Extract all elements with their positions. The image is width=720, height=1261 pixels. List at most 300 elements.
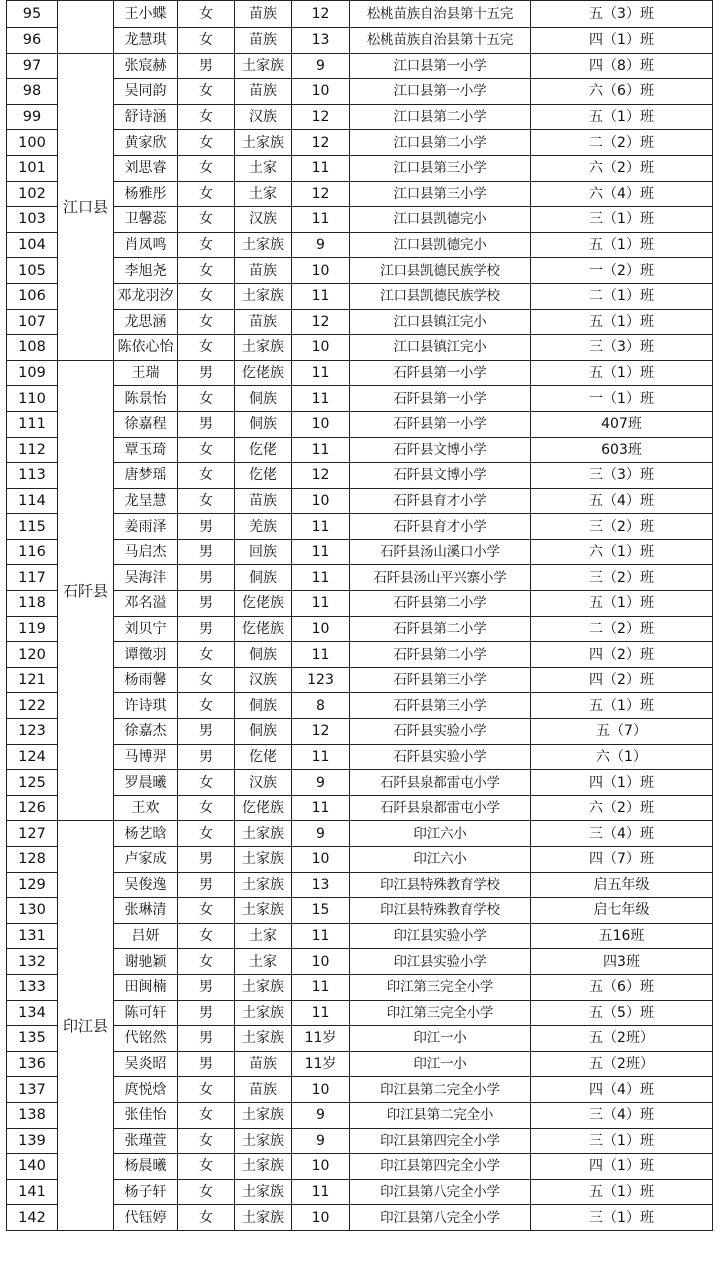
gender-cell: 女 xyxy=(178,207,235,233)
class-cell: 六（2）班 xyxy=(531,155,713,181)
row-number-cell: 99 xyxy=(7,104,58,130)
age-cell: 10 xyxy=(292,79,350,105)
ethnicity-cell: 仡佬族 xyxy=(235,795,292,821)
gender-cell: 女 xyxy=(178,386,235,412)
school-cell: 印江第三完全小学 xyxy=(350,974,531,1000)
age-cell: 11岁 xyxy=(292,1026,350,1052)
ethnicity-cell: 侗族 xyxy=(235,719,292,745)
age-cell: 10 xyxy=(292,616,350,642)
student-name-cell: 杨雅彤 xyxy=(114,181,178,207)
age-cell: 12 xyxy=(292,719,350,745)
class-cell: 五（7） xyxy=(531,719,713,745)
row-number-cell: 109 xyxy=(7,360,58,386)
student-name-cell: 黄家欣 xyxy=(114,130,178,156)
class-cell: 三（3）班 xyxy=(531,463,713,489)
row-number-cell: 127 xyxy=(7,821,58,847)
age-cell: 123 xyxy=(292,667,350,693)
age-cell: 11 xyxy=(292,207,350,233)
ethnicity-cell: 侗族 xyxy=(235,693,292,719)
row-number-cell: 115 xyxy=(7,514,58,540)
school-cell: 石阡县第二小学 xyxy=(350,642,531,668)
ethnicity-cell: 土家族 xyxy=(235,1026,292,1052)
student-name-cell: 张琳清 xyxy=(114,898,178,924)
row-number-cell: 130 xyxy=(7,898,58,924)
row-number-cell: 129 xyxy=(7,872,58,898)
age-cell: 10 xyxy=(292,335,350,361)
student-name-cell: 吴同韵 xyxy=(114,79,178,105)
school-cell: 印江一小 xyxy=(350,1051,531,1077)
row-number-cell: 133 xyxy=(7,974,58,1000)
gender-cell: 男 xyxy=(178,514,235,540)
ethnicity-cell: 侗族 xyxy=(235,642,292,668)
student-name-cell: 许诗琪 xyxy=(114,693,178,719)
student-name-cell: 杨艺晗 xyxy=(114,821,178,847)
ethnicity-cell: 土家族 xyxy=(235,335,292,361)
age-cell: 12 xyxy=(292,181,350,207)
class-cell: 四（1）班 xyxy=(531,1154,713,1180)
class-cell: 一（2）班 xyxy=(531,258,713,284)
class-cell: 四（1）班 xyxy=(531,28,713,54)
school-cell: 江口县镇江完小 xyxy=(350,309,531,335)
gender-cell: 男 xyxy=(178,1051,235,1077)
row-number-cell: 100 xyxy=(7,130,58,156)
age-cell: 11 xyxy=(292,1179,350,1205)
age-cell: 11 xyxy=(292,795,350,821)
school-cell: 石阡县第三小学 xyxy=(350,667,531,693)
gender-cell: 女 xyxy=(178,693,235,719)
student-name-cell: 马博羿 xyxy=(114,744,178,770)
ethnicity-cell: 苗族 xyxy=(235,1077,292,1103)
ethnicity-cell: 侗族 xyxy=(235,565,292,591)
row-number-cell: 122 xyxy=(7,693,58,719)
class-cell: 五（2班） xyxy=(531,1026,713,1052)
student-name-cell: 邓名溢 xyxy=(114,591,178,617)
age-cell: 10 xyxy=(292,1077,350,1103)
table-row xyxy=(7,821,713,847)
row-number-cell: 135 xyxy=(7,1026,58,1052)
gender-cell: 男 xyxy=(178,872,235,898)
class-cell: 四（2）班 xyxy=(531,642,713,668)
age-cell: 11 xyxy=(292,283,350,309)
age-cell: 11 xyxy=(292,1000,350,1026)
row-number-cell: 106 xyxy=(7,283,58,309)
school-cell: 江口县凯德民族学校 xyxy=(350,258,531,284)
row-number-cell: 119 xyxy=(7,616,58,642)
ethnicity-cell: 土家族 xyxy=(235,1128,292,1154)
class-cell: 三（4）班 xyxy=(531,1102,713,1128)
class-cell: 二（1）班 xyxy=(531,283,713,309)
age-cell: 10 xyxy=(292,411,350,437)
student-name-cell: 代铭然 xyxy=(114,1026,178,1052)
student-name-cell: 田闽楠 xyxy=(114,974,178,1000)
student-name-cell: 吴炎昭 xyxy=(114,1051,178,1077)
gender-cell: 男 xyxy=(178,974,235,1000)
gender-cell: 男 xyxy=(178,744,235,770)
age-cell: 10 xyxy=(292,847,350,873)
age-cell: 12 xyxy=(292,130,350,156)
gender-cell: 女 xyxy=(178,1,235,28)
ethnicity-cell: 土家族 xyxy=(235,898,292,924)
county-cell xyxy=(58,1,114,54)
ethnicity-cell: 苗族 xyxy=(235,488,292,514)
school-cell: 松桃苗族自治县第十五完 xyxy=(350,28,531,54)
class-cell: 五（4）班 xyxy=(531,488,713,514)
ethnicity-cell: 土家族 xyxy=(235,232,292,258)
student-name-cell: 卫馨蕊 xyxy=(114,207,178,233)
class-cell: 六（1） xyxy=(531,744,713,770)
ethnicity-cell: 苗族 xyxy=(235,1051,292,1077)
student-name-cell: 吴海沣 xyxy=(114,565,178,591)
age-cell: 11 xyxy=(292,514,350,540)
row-number-cell: 108 xyxy=(7,335,58,361)
student-name-cell: 唐梦瑶 xyxy=(114,463,178,489)
student-name-cell: 陈景怡 xyxy=(114,386,178,412)
row-number-cell: 107 xyxy=(7,309,58,335)
school-cell: 江口县第一小学 xyxy=(350,53,531,79)
school-cell: 江口县第二小学 xyxy=(350,104,531,130)
school-cell: 印江六小 xyxy=(350,821,531,847)
ethnicity-cell: 土家族 xyxy=(235,821,292,847)
class-cell: 六（6）班 xyxy=(531,79,713,105)
school-cell: 印江县特殊教育学校 xyxy=(350,898,531,924)
class-cell: 五（1）班 xyxy=(531,309,713,335)
row-number-cell: 103 xyxy=(7,207,58,233)
gender-cell: 女 xyxy=(178,335,235,361)
gender-cell: 女 xyxy=(178,309,235,335)
row-number-cell: 120 xyxy=(7,642,58,668)
student-name-cell: 舒诗涵 xyxy=(114,104,178,130)
student-name-cell: 姜雨泽 xyxy=(114,514,178,540)
class-cell: 五16班 xyxy=(531,923,713,949)
age-cell: 9 xyxy=(292,232,350,258)
student-name-cell: 代钰婷 xyxy=(114,1205,178,1231)
class-cell: 四（4）班 xyxy=(531,1077,713,1103)
student-name-cell: 罗晨曦 xyxy=(114,770,178,796)
class-cell: 四（2）班 xyxy=(531,667,713,693)
ethnicity-cell: 土家族 xyxy=(235,1000,292,1026)
row-number-cell: 113 xyxy=(7,463,58,489)
gender-cell: 女 xyxy=(178,437,235,463)
school-cell: 印江县特殊教育学校 xyxy=(350,872,531,898)
row-number-cell: 96 xyxy=(7,28,58,54)
row-number-cell: 97 xyxy=(7,53,58,79)
student-name-cell: 吕妍 xyxy=(114,923,178,949)
age-cell: 13 xyxy=(292,28,350,54)
class-cell: 三（2）班 xyxy=(531,565,713,591)
gender-cell: 男 xyxy=(178,719,235,745)
row-number-cell: 117 xyxy=(7,565,58,591)
gender-cell: 女 xyxy=(178,1179,235,1205)
ethnicity-cell: 侗族 xyxy=(235,411,292,437)
gender-cell: 女 xyxy=(178,488,235,514)
school-cell: 印江县第八完全小学 xyxy=(350,1179,531,1205)
row-number-cell: 116 xyxy=(7,539,58,565)
class-cell: 四（1）班 xyxy=(531,770,713,796)
gender-cell: 男 xyxy=(178,411,235,437)
age-cell: 11 xyxy=(292,386,350,412)
gender-cell: 女 xyxy=(178,181,235,207)
student-name-cell: 谢驰颖 xyxy=(114,949,178,975)
ethnicity-cell: 侗族 xyxy=(235,386,292,412)
gender-cell: 女 xyxy=(178,795,235,821)
gender-cell: 女 xyxy=(178,1077,235,1103)
roster-sheet xyxy=(6,0,712,1261)
class-cell: 二（2）班 xyxy=(531,130,713,156)
age-cell: 10 xyxy=(292,488,350,514)
gender-cell: 男 xyxy=(178,539,235,565)
student-name-cell: 杨雨馨 xyxy=(114,667,178,693)
student-name-cell: 马启杰 xyxy=(114,539,178,565)
gender-cell: 女 xyxy=(178,898,235,924)
gender-cell: 女 xyxy=(178,770,235,796)
class-cell: 六（2）班 xyxy=(531,795,713,821)
row-number-cell: 118 xyxy=(7,591,58,617)
row-number-cell: 141 xyxy=(7,1179,58,1205)
gender-cell: 女 xyxy=(178,949,235,975)
gender-cell: 女 xyxy=(178,130,235,156)
row-number-cell: 111 xyxy=(7,411,58,437)
row-number-cell: 110 xyxy=(7,386,58,412)
roster-body xyxy=(7,1,713,1231)
student-name-cell: 陈依心怡 xyxy=(114,335,178,361)
row-number-cell: 102 xyxy=(7,181,58,207)
table-row xyxy=(7,53,713,79)
ethnicity-cell: 汉族 xyxy=(235,207,292,233)
gender-cell: 女 xyxy=(178,283,235,309)
ethnicity-cell: 仡佬族 xyxy=(235,616,292,642)
class-cell: 五（1）班 xyxy=(531,360,713,386)
gender-cell: 男 xyxy=(178,591,235,617)
age-cell: 13 xyxy=(292,872,350,898)
class-cell: 三（1）班 xyxy=(531,207,713,233)
row-number-cell: 139 xyxy=(7,1128,58,1154)
row-number-cell: 126 xyxy=(7,795,58,821)
gender-cell: 女 xyxy=(178,923,235,949)
age-cell: 15 xyxy=(292,898,350,924)
ethnicity-cell: 苗族 xyxy=(235,1,292,28)
class-cell: 六（4）班 xyxy=(531,181,713,207)
school-cell: 江口县第三小学 xyxy=(350,181,531,207)
ethnicity-cell: 汉族 xyxy=(235,104,292,130)
row-number-cell: 142 xyxy=(7,1205,58,1231)
ethnicity-cell: 仡佬 xyxy=(235,744,292,770)
student-name-cell: 王欢 xyxy=(114,795,178,821)
school-cell: 石阡县第三小学 xyxy=(350,693,531,719)
school-cell: 印江县实验小学 xyxy=(350,949,531,975)
student-name-cell: 杨晨曦 xyxy=(114,1154,178,1180)
class-cell: 五（1）班 xyxy=(531,693,713,719)
age-cell: 11 xyxy=(292,437,350,463)
age-cell: 11岁 xyxy=(292,1051,350,1077)
class-cell: 启七年级 xyxy=(531,898,713,924)
row-number-cell: 134 xyxy=(7,1000,58,1026)
ethnicity-cell: 苗族 xyxy=(235,79,292,105)
row-number-cell: 140 xyxy=(7,1154,58,1180)
ethnicity-cell: 仡佬族 xyxy=(235,360,292,386)
student-roster-table xyxy=(6,0,713,1231)
ethnicity-cell: 汉族 xyxy=(235,770,292,796)
school-cell: 石阡县汤山平兴寨小学 xyxy=(350,565,531,591)
school-cell: 江口县第三小学 xyxy=(350,155,531,181)
student-name-cell: 龙慧琪 xyxy=(114,28,178,54)
age-cell: 8 xyxy=(292,693,350,719)
county-cell: 石阡县 xyxy=(58,360,114,821)
school-cell: 石阡县第二小学 xyxy=(350,616,531,642)
gender-cell: 女 xyxy=(178,232,235,258)
ethnicity-cell: 回族 xyxy=(235,539,292,565)
ethnicity-cell: 仡佬 xyxy=(235,437,292,463)
class-cell: 四（7）班 xyxy=(531,847,713,873)
row-number-cell: 128 xyxy=(7,847,58,873)
row-number-cell: 131 xyxy=(7,923,58,949)
age-cell: 10 xyxy=(292,949,350,975)
school-cell: 江口县凯德民族学校 xyxy=(350,283,531,309)
class-cell: 六（1）班 xyxy=(531,539,713,565)
student-name-cell: 王小蝶 xyxy=(114,1,178,28)
class-cell: 四（8）班 xyxy=(531,53,713,79)
gender-cell: 男 xyxy=(178,847,235,873)
ethnicity-cell: 土家 xyxy=(235,923,292,949)
class-cell: 五（1）班 xyxy=(531,232,713,258)
student-name-cell: 卢家成 xyxy=(114,847,178,873)
age-cell: 12 xyxy=(292,309,350,335)
age-cell: 11 xyxy=(292,565,350,591)
school-cell: 石阡县第一小学 xyxy=(350,360,531,386)
school-cell: 石阡县实验小学 xyxy=(350,719,531,745)
ethnicity-cell: 土家 xyxy=(235,949,292,975)
gender-cell: 女 xyxy=(178,667,235,693)
county-cell: 印江县 xyxy=(58,821,114,1231)
student-name-cell: 刘思睿 xyxy=(114,155,178,181)
school-cell: 印江一小 xyxy=(350,1026,531,1052)
ethnicity-cell: 土家族 xyxy=(235,53,292,79)
class-cell: 三（1）班 xyxy=(531,1205,713,1231)
class-cell: 一（1）班 xyxy=(531,386,713,412)
school-cell: 石阡县第一小学 xyxy=(350,386,531,412)
ethnicity-cell: 土家族 xyxy=(235,283,292,309)
student-name-cell: 吴俊逸 xyxy=(114,872,178,898)
student-name-cell: 张瑾萱 xyxy=(114,1128,178,1154)
gender-cell: 女 xyxy=(178,1102,235,1128)
age-cell: 10 xyxy=(292,1205,350,1231)
class-cell: 五（1）班 xyxy=(531,1179,713,1205)
class-cell: 五（3）班 xyxy=(531,1,713,28)
school-cell: 松桃苗族自治县第十五完 xyxy=(350,1,531,28)
school-cell: 石阡县汤山溪口小学 xyxy=(350,539,531,565)
school-cell: 印江县第八完全小学 xyxy=(350,1205,531,1231)
gender-cell: 女 xyxy=(178,258,235,284)
class-cell: 四3班 xyxy=(531,949,713,975)
row-number-cell: 114 xyxy=(7,488,58,514)
class-cell: 603班 xyxy=(531,437,713,463)
class-cell: 三（2）班 xyxy=(531,514,713,540)
school-cell: 印江六小 xyxy=(350,847,531,873)
student-name-cell: 王瑞 xyxy=(114,360,178,386)
age-cell: 11 xyxy=(292,591,350,617)
age-cell: 10 xyxy=(292,258,350,284)
ethnicity-cell: 土家族 xyxy=(235,847,292,873)
age-cell: 11 xyxy=(292,155,350,181)
school-cell: 印江县第二完全小 xyxy=(350,1102,531,1128)
age-cell: 9 xyxy=(292,1128,350,1154)
gender-cell: 男 xyxy=(178,360,235,386)
class-cell: 407班 xyxy=(531,411,713,437)
ethnicity-cell: 苗族 xyxy=(235,309,292,335)
student-name-cell: 徐嘉杰 xyxy=(114,719,178,745)
age-cell: 12 xyxy=(292,463,350,489)
age-cell: 9 xyxy=(292,821,350,847)
student-name-cell: 庹悦焓 xyxy=(114,1077,178,1103)
class-cell: 五（1）班 xyxy=(531,591,713,617)
ethnicity-cell: 土家族 xyxy=(235,1154,292,1180)
ethnicity-cell: 仡佬族 xyxy=(235,591,292,617)
school-cell: 江口县第二小学 xyxy=(350,130,531,156)
age-cell: 12 xyxy=(292,1,350,28)
row-number-cell: 137 xyxy=(7,1077,58,1103)
ethnicity-cell: 土家族 xyxy=(235,974,292,1000)
school-cell: 印江县第四完全小学 xyxy=(350,1128,531,1154)
class-cell: 五（5）班 xyxy=(531,1000,713,1026)
gender-cell: 女 xyxy=(178,28,235,54)
gender-cell: 男 xyxy=(178,565,235,591)
class-cell: 五（2班） xyxy=(531,1051,713,1077)
school-cell: 石阡县第一小学 xyxy=(350,411,531,437)
row-number-cell: 104 xyxy=(7,232,58,258)
age-cell: 11 xyxy=(292,974,350,1000)
age-cell: 10 xyxy=(292,1154,350,1180)
school-cell: 石阡县文博小学 xyxy=(350,437,531,463)
ethnicity-cell: 苗族 xyxy=(235,258,292,284)
ethnicity-cell: 土家 xyxy=(235,181,292,207)
row-number-cell: 123 xyxy=(7,719,58,745)
gender-cell: 女 xyxy=(178,79,235,105)
student-name-cell: 刘贝宁 xyxy=(114,616,178,642)
row-number-cell: 105 xyxy=(7,258,58,284)
age-cell: 9 xyxy=(292,53,350,79)
gender-cell: 女 xyxy=(178,463,235,489)
row-number-cell: 124 xyxy=(7,744,58,770)
row-number-cell: 132 xyxy=(7,949,58,975)
school-cell: 印江县第二完全小学 xyxy=(350,1077,531,1103)
student-name-cell: 李旭尧 xyxy=(114,258,178,284)
school-cell: 印江第三完全小学 xyxy=(350,1000,531,1026)
gender-cell: 女 xyxy=(178,104,235,130)
school-cell: 石阡县实验小学 xyxy=(350,744,531,770)
age-cell: 11 xyxy=(292,360,350,386)
age-cell: 11 xyxy=(292,539,350,565)
school-cell: 石阡县文博小学 xyxy=(350,463,531,489)
ethnicity-cell: 羌族 xyxy=(235,514,292,540)
student-name-cell: 杨子轩 xyxy=(114,1179,178,1205)
school-cell: 石阡县育才小学 xyxy=(350,514,531,540)
county-cell: 江口县 xyxy=(58,53,114,360)
table-row xyxy=(7,1,713,28)
student-name-cell: 陈可轩 xyxy=(114,1000,178,1026)
class-cell: 五（6）班 xyxy=(531,974,713,1000)
student-name-cell: 覃玉琦 xyxy=(114,437,178,463)
row-number-cell: 98 xyxy=(7,79,58,105)
row-number-cell: 125 xyxy=(7,770,58,796)
student-name-cell: 邓龙羽汐 xyxy=(114,283,178,309)
age-cell: 11 xyxy=(292,642,350,668)
school-cell: 石阡县泉都雷屯小学 xyxy=(350,795,531,821)
school-cell: 江口县第一小学 xyxy=(350,79,531,105)
row-number-cell: 95 xyxy=(7,1,58,28)
row-number-cell: 101 xyxy=(7,155,58,181)
gender-cell: 女 xyxy=(178,1205,235,1231)
school-cell: 印江县实验小学 xyxy=(350,923,531,949)
student-name-cell: 谭徵羽 xyxy=(114,642,178,668)
